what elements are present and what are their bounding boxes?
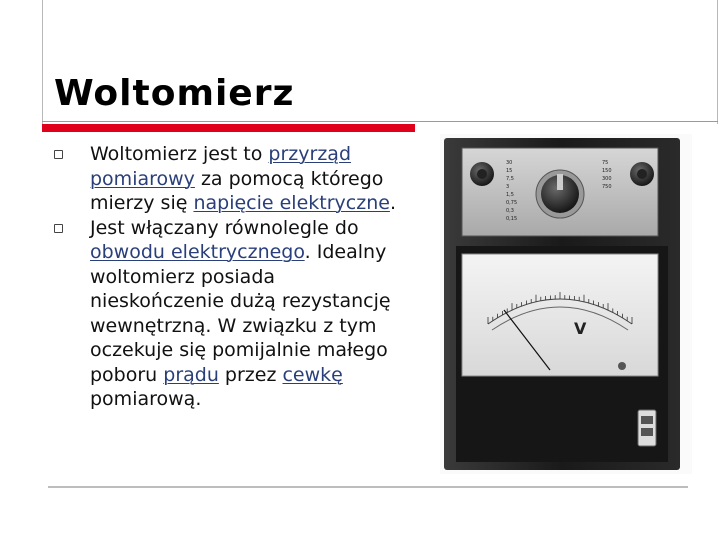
hyperlink[interactable]: przyrząd pomiarowy [90,143,351,190]
bullet-text: przez [218,363,283,386]
frame-right-line [717,0,718,124]
hyperlink[interactable]: prądu [163,363,219,386]
bullet-text: Jest włączany równolegle do [90,216,359,239]
range-label: 0,15 [506,216,518,222]
range-label: 150 [602,168,612,174]
range-label: 750 [602,184,612,190]
range-label: 0,3 [506,208,514,214]
voltmeter-photo [440,134,692,474]
range-label: 0,75 [506,200,518,206]
range-label: 300 [602,176,612,182]
range-label: 75 [602,160,609,166]
slide-title: Woltomierz [54,73,295,114]
range-label: 30 [506,160,513,166]
range-label: 1,5 [506,192,514,198]
bullet-item [50,142,410,216]
bullet-list [50,142,410,412]
bullet-text: . Idealny woltomierz posiada nieskończenie dużą rezystancję wewnętrzną. W związku z tym oczekuje się pomijalnie małego poboru [90,241,391,386]
frame-left-line [42,0,43,130]
title-accent-bar [42,124,415,132]
bullet-item [50,216,410,412]
bullet-text: za pomocą którego mierzy się [90,167,384,214]
hyperlink[interactable]: obwodu elektrycznego [90,241,305,263]
range-label: 7,5 [506,176,514,182]
meter-scale-symbol: V [574,319,587,338]
bullet-text: pomiarową. [90,388,202,410]
range-label: 3 [506,184,510,190]
title-divider [42,121,718,122]
hyperlink[interactable]: napięcie elektryczne [193,192,390,214]
range-label: 15 [506,168,513,174]
bullet-text: Woltomierz jest to [90,143,269,165]
voltmeter-image [440,134,692,474]
hyperlink[interactable]: cewkę [282,363,343,386]
bullet-square-icon [54,150,63,159]
bottom-divider [48,486,688,488]
bullet-square-icon [54,224,63,233]
bullet-text: . [389,192,396,214]
